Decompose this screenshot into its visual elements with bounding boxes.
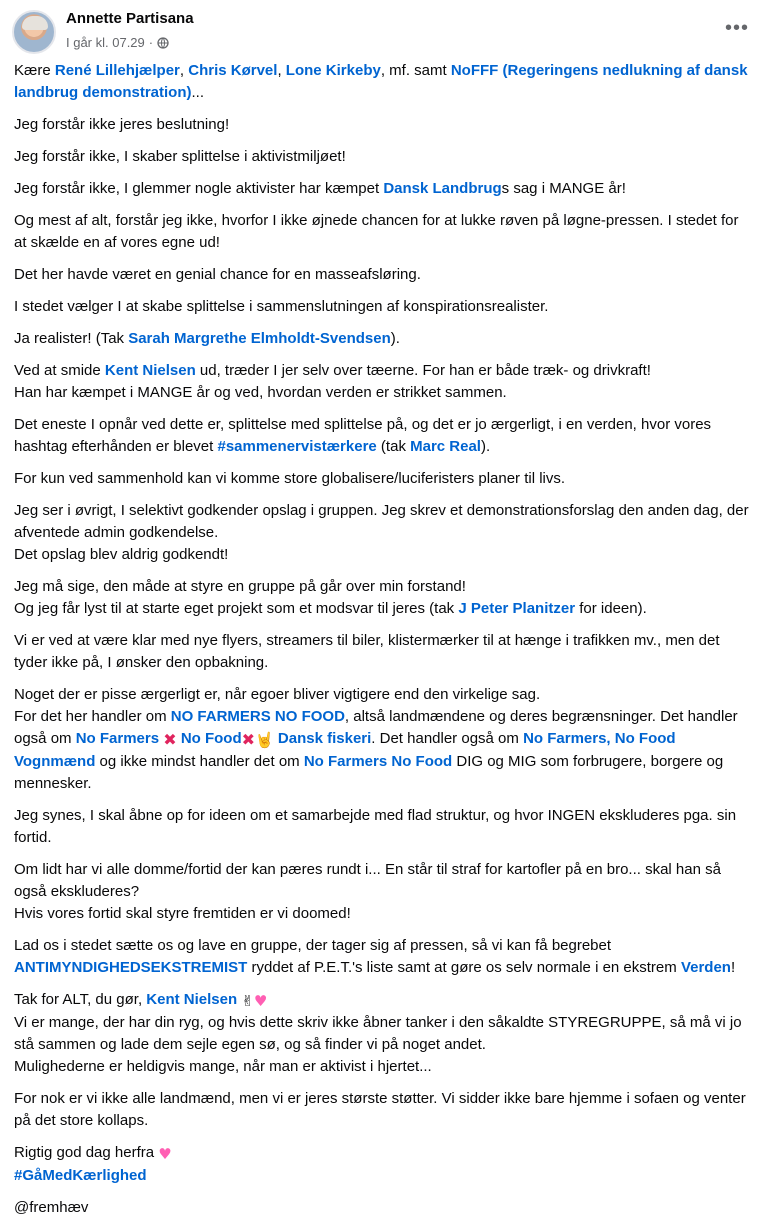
post-paragraph	[14, 178, 755, 200]
post-text: For nok er vi ikke alle landmænd, men vi er jeres største støtter. Vi sidder ikke bare hjemme i sofaen og venter på det store kollaps.	[14, 1090, 746, 1129]
post-paragraph	[14, 859, 755, 925]
post-text: Mulighederne er heldigvis mange, når man er aktivist i hjertet...	[14, 1058, 432, 1075]
heart-emoji-icon: ♥	[253, 992, 268, 1010]
mention-link[interactable]: No Farmers	[75, 730, 164, 747]
post-text: Ved at smide	[14, 362, 105, 379]
post-paragraph	[14, 360, 755, 404]
author-name[interactable]: Annette Partisana	[66, 10, 194, 27]
mention-link[interactable]: NO FARMERS NO FOOD	[170, 708, 345, 725]
mention-link[interactable]: Kent Nielsen	[104, 362, 196, 379]
cross-mark-emoji-icon: ✖	[163, 730, 177, 749]
post-meta	[66, 35, 169, 50]
mention-link[interactable]: Dansk fiskeri	[277, 730, 372, 747]
post-text: Jeg forstår ikke jeres beslutning!	[14, 116, 230, 133]
post-text: DIG og MIG som forbrugere, borgere og mennesker.	[14, 753, 724, 792]
mention-link[interactable]: J Peter Planitzer	[458, 600, 576, 617]
mention-link[interactable]: Lone Kirkeby	[285, 62, 381, 79]
post-text: Det eneste I opnår ved dette er, splittelse med splittelse på, og det er jo ærgerligt, i en verden, hvor vores hashtag efterhånden er blevet	[14, 416, 712, 455]
post-text: (tak	[376, 438, 411, 455]
post-text: ...	[191, 84, 205, 101]
post-text: I stedet vælger I at skabe splittelse i sammenslutningen af konspirationsrealister.	[14, 298, 549, 315]
post-text: !	[730, 959, 736, 976]
post-paragraph	[14, 1088, 755, 1132]
post-text: Vi er mange, der har din ryg, og hvis dette skriv ikke åbner tanker i den såkaldte STYREGRUPPE, så må vi jo stå sammen og lade dem sejle egen sø, og så finder vi på noget andet.	[14, 1014, 742, 1053]
post-timestamp[interactable]: I går kl. 07.29	[66, 35, 145, 50]
mention-link[interactable]: No Farmers, No Food Vognmænd	[14, 730, 676, 770]
post-text: ,	[179, 62, 189, 79]
post-paragraph	[14, 60, 755, 104]
mention-link[interactable]: ANTIMYNDIGHEDSEKSTREMIST	[14, 959, 248, 976]
post-text: . Det handler også om	[371, 730, 524, 747]
post-paragraph	[14, 1142, 755, 1187]
post-paragraph	[14, 264, 755, 286]
post-content	[14, 60, 755, 1229]
author-avatar[interactable]	[12, 10, 56, 54]
post-paragraph	[14, 146, 755, 168]
mention-link[interactable]: NoFFF (Regeringens nedlukning af dansk landbrug demonstration)	[14, 62, 748, 101]
post-text: @fremhæv	[14, 1199, 89, 1216]
post-paragraph	[14, 414, 755, 458]
post-text: Hvis vores fortid skal styre fremtiden er vi doomed!	[14, 905, 351, 922]
post-text: Jeg forstår ikke, I skaber splittelse i aktivistmiljøet!	[14, 148, 346, 165]
post-text: Rigtig god dag herfra	[14, 1144, 159, 1161]
post-text: ).	[390, 330, 400, 347]
mention-link[interactable]: No Farmers No Food	[303, 753, 453, 770]
mention-link[interactable]: René Lillehjælper	[54, 62, 180, 79]
post-paragraph	[14, 296, 755, 318]
post-text: Det her havde været en genial chance for en masseafsløring.	[14, 266, 421, 283]
post-text: ryddet af P.E.T.'s liste samt at gøre os selv normale i en ekstrem	[247, 959, 681, 976]
mention-link[interactable]: Marc Real	[410, 438, 481, 455]
post-text: Lad os i stedet sætte os og lave en gruppe, der tager sig af pressen, så vi kan få begrebet	[14, 937, 612, 954]
post-text: Ja realister! (Tak	[14, 330, 129, 347]
post-text: Tak for ALT, du gør,	[14, 991, 147, 1008]
post-text: s sag i MANGE år!	[501, 180, 626, 197]
post-text: Jeg ser i øvrigt, I selektivt godkender opslag i gruppen. Jeg skrev et demonstrationsforslag den anden dag, der afventede admin godkendelse.	[14, 502, 749, 541]
post-text: Jeg må sige, den måde at styre en gruppe på går over min forstand!	[14, 578, 466, 595]
post-text: og ikke mindst handler det om	[95, 753, 304, 770]
post-text: Om lidt har vi alle domme/fortid der kan pæres rundt i... En står til straf for kartofler på en bro... skal han så også ekskluderes?	[14, 861, 721, 900]
mention-link[interactable]: Kent Nielsen	[146, 991, 238, 1008]
post-paragraph	[14, 684, 755, 795]
post-text: ud, træder I jer selv over tæerne. For han er både træk- og drivkraft!	[195, 362, 651, 379]
hand-emoji-icon: ✌	[241, 992, 254, 1010]
post-text: Det opslag blev aldrig godkendt!	[14, 546, 229, 563]
mention-link[interactable]: Dansk Landbrug	[383, 180, 502, 197]
more-options-icon[interactable]: •••	[724, 16, 749, 39]
post-text: , mf. samt	[380, 62, 451, 79]
post-text: ).	[480, 438, 491, 455]
post-paragraph	[14, 328, 755, 350]
meta-separator: ·	[148, 35, 154, 50]
post-paragraph	[14, 210, 755, 254]
post-text: for ideen).	[575, 600, 647, 617]
post-paragraph	[14, 576, 755, 620]
mention-link[interactable]: No Food	[176, 730, 242, 747]
post-paragraph	[14, 500, 755, 566]
post-paragraph	[14, 630, 755, 674]
cross-mark-emoji-icon: ✖	[241, 730, 256, 749]
heart-emoji-icon: ♥	[158, 1145, 172, 1163]
post-text: Noget der er pisse ærgerligt er, når egoer bliver vigtigere end den virkelige sag.	[14, 686, 541, 703]
post-text: Jeg synes, I skal åbne op for ideen om et samarbejde med flad struktur, og hvor INGEN ekskluderes pga. sin fortid.	[14, 807, 737, 846]
mention-link[interactable]: Verden	[680, 959, 731, 976]
post-paragraph	[14, 989, 755, 1078]
post-paragraph	[14, 114, 755, 136]
post-paragraph	[14, 805, 755, 849]
post-paragraph	[14, 1197, 755, 1219]
post-text: Kære	[14, 62, 55, 79]
hashtag-link[interactable]: #sammenervistærkere	[217, 438, 377, 455]
post-text: ,	[277, 62, 286, 79]
mention-link[interactable]: Chris Kørvel	[188, 62, 278, 79]
hand-emoji-icon: 🤘	[255, 731, 274, 749]
post-paragraph	[14, 468, 755, 490]
post-paragraph	[14, 935, 755, 979]
post-text: Vi er ved at være klar med nye flyers, streamers til biler, klistermærker til at hænge i trafikken mv., men det tyder ikke på, I ønsker den opbakning.	[14, 632, 720, 671]
post-text: , altså landmændene og deres begrænsninger. Det handler også om	[14, 708, 738, 747]
post-text: Han har kæmpet i MANGE år og ved, hvordan verden er strikket sammen.	[14, 384, 507, 401]
globe-icon[interactable]	[157, 37, 169, 49]
mention-link[interactable]: Sarah Margrethe Elmholdt-Svendsen	[128, 330, 391, 347]
post-text: Og jeg får lyst til at starte eget projekt som et modsvar til jeres (tak	[14, 600, 459, 617]
post-text: For det her handler om	[14, 708, 171, 725]
post-header	[12, 10, 755, 58]
post-text: Jeg forstår ikke, I glemmer nogle aktivister har kæmpet	[14, 180, 384, 197]
post-text: Og mest af alt, forstår jeg ikke, hvorfor I ikke øjnede chancen for at lukke røven på løgne-pressen. I stedet for at skælde en af vores egne ud!	[14, 212, 739, 251]
hashtag-link[interactable]: #GåMedKærlighed	[14, 1167, 147, 1184]
post-text: For kun ved sammenhold kan vi komme store globalisere/luciferisters planer til livs.	[14, 470, 566, 487]
